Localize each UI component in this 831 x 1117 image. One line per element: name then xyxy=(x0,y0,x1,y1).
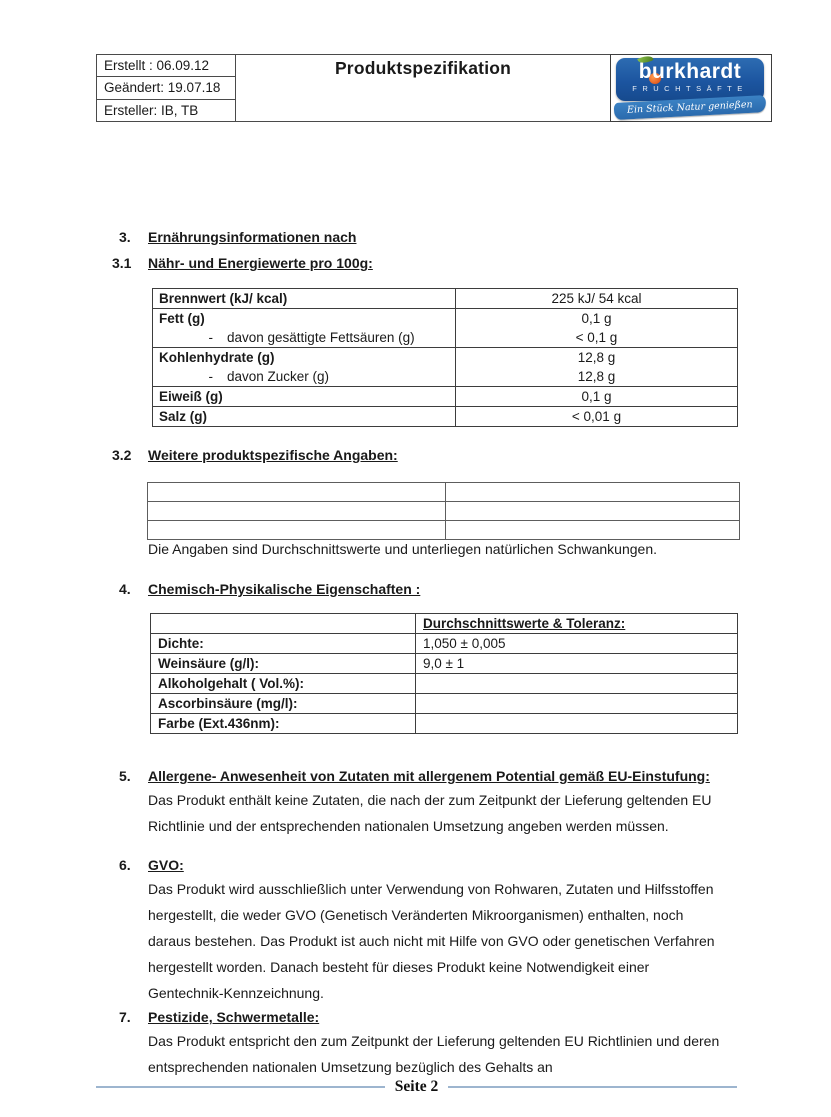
chem-header-empty xyxy=(151,614,416,634)
table-row xyxy=(148,483,740,502)
section-title: Allergene- Anwesenheit von Zutaten mit allergenem Potential gemäß EU-Einstufung: xyxy=(148,768,710,784)
nutrition-value: 12,8 g xyxy=(456,367,738,387)
chem-label: Ascorbinsäure (mg/l): xyxy=(151,694,416,714)
page-header xyxy=(96,54,772,122)
body-line: Das Produkt enthält keine Zutaten, die nach der zum Zeitpunkt der Lieferung geltenden EU xyxy=(148,792,712,808)
section-7-body xyxy=(148,1028,768,1080)
page-footer xyxy=(96,1078,737,1096)
footer-rule-right xyxy=(448,1086,737,1088)
empty-cell xyxy=(446,521,740,540)
nutrition-label: Brennwert (kJ/ kcal) xyxy=(153,289,456,309)
section-3-heading xyxy=(0,229,831,251)
table-row xyxy=(148,521,740,540)
section-number: 3.2 xyxy=(112,447,132,463)
additional-specs-table xyxy=(147,482,740,540)
section-6-body xyxy=(148,876,768,1006)
body-line: hergestellt, die weder GVO (Genetisch Veränderten Mikroorganismen) enthalten, noch xyxy=(148,907,684,923)
chemical-properties-table xyxy=(150,613,738,734)
table-row xyxy=(151,654,738,674)
body-line: daraus bestehen. Das Produkt ist auch nicht mit Hilfe von GVO oder genetischen Verfahren xyxy=(148,933,715,949)
chem-value xyxy=(416,714,738,734)
section-title: GVO: xyxy=(148,857,184,873)
section-3-2-heading xyxy=(0,447,831,469)
section-number: 3.1 xyxy=(112,255,132,271)
nutrition-value: < 0,01 g xyxy=(456,407,738,427)
table-row xyxy=(151,614,738,634)
section-number: 4. xyxy=(119,581,131,597)
table-row xyxy=(153,309,738,329)
body-line: Das Produkt entspricht den zum Zeitpunkt der Lieferung geltenden EU Richtlinien und deren xyxy=(148,1033,720,1049)
section-number: 5. xyxy=(119,768,131,784)
nutrition-label: Kohlenhydrate (g) xyxy=(153,348,456,368)
page-number: Seite 2 xyxy=(394,1078,439,1095)
nutrition-sublabel: - davon Zucker (g) xyxy=(153,367,456,387)
section-number: 6. xyxy=(119,857,131,873)
section-title: Weitere produktspezifische Angaben: xyxy=(148,447,398,463)
section-3-1-heading xyxy=(0,255,831,277)
page-title: Produktspezifikation xyxy=(334,58,512,78)
dash-bullet: - xyxy=(208,330,213,345)
body-line: entsprechenden nationalen Umsetzung bezüglich des Gehalts an xyxy=(148,1059,553,1075)
table-row xyxy=(151,714,738,734)
chem-label: Alkoholgehalt ( Vol.%): xyxy=(151,674,416,694)
body-line: Gentechnik-Kennzeichnung. xyxy=(148,985,324,1001)
nutrition-value: 225 kJ/ 54 kcal xyxy=(456,289,738,309)
table-row xyxy=(153,407,738,427)
section-4-heading xyxy=(0,581,831,603)
logo-brand-text: burkhardt xyxy=(638,60,742,83)
created-label: Erstellt : 06.09.12 xyxy=(104,58,210,74)
nutrition-value: 0,1 g xyxy=(456,387,738,407)
table-row xyxy=(153,289,738,309)
section-number: 7. xyxy=(119,1009,131,1025)
table-row xyxy=(148,502,740,521)
chem-value xyxy=(416,694,738,714)
empty-cell xyxy=(148,521,446,540)
chem-value: 9,0 ± 1 xyxy=(416,654,738,674)
chem-header-label: Durchschnittswerte & Toleranz: xyxy=(416,614,738,634)
modified-label: Geändert: 19.07.18 xyxy=(104,80,221,96)
dash-bullet: - xyxy=(208,369,213,384)
table-row xyxy=(153,367,738,387)
meta-row-modified xyxy=(96,76,236,98)
empty-cell xyxy=(446,502,740,521)
nutrition-table xyxy=(152,288,738,427)
chem-label: Weinsäure (g/l): xyxy=(151,654,416,674)
logo-tagline: Ein Stück Natur genießen xyxy=(626,99,754,116)
section-5-body xyxy=(148,787,768,839)
section-title: Nähr- und Energiewerte pro 100g: xyxy=(148,255,373,271)
chem-value xyxy=(416,674,738,694)
chem-label: Dichte: xyxy=(151,634,416,654)
title-cell xyxy=(236,54,610,122)
table-row xyxy=(151,694,738,714)
table-row xyxy=(151,634,738,654)
table-row xyxy=(153,387,738,407)
nutrition-label: Salz (g) xyxy=(153,407,456,427)
table-row xyxy=(153,328,738,348)
revision-info-table xyxy=(96,54,236,122)
chem-label: Farbe (Ext.436nm): xyxy=(151,714,416,734)
averages-note: Die Angaben sind Durchschnittswerte und unterliegen natürlichen Schwankungen. xyxy=(148,541,657,557)
logo-cell xyxy=(610,54,772,122)
section-title: Chemisch-Physikalische Eigenschaften : xyxy=(148,581,421,597)
meta-row-author xyxy=(96,99,236,122)
burkhardt-logo xyxy=(616,58,764,101)
empty-cell xyxy=(148,483,446,502)
chem-value: 1,050 ± 0,005 xyxy=(416,634,738,654)
section-number: 3. xyxy=(119,229,131,245)
nutrition-value: 12,8 g xyxy=(456,348,738,368)
nutrition-value: 0,1 g xyxy=(456,309,738,329)
body-line: Das Produkt wird ausschließlich unter Verwendung von Rohwaren, Zutaten und Hilfsstoffen xyxy=(148,881,714,897)
nutrition-label: Eiweiß (g) xyxy=(153,387,456,407)
body-line: hergestellt worden. Danach besteht für dieses Produkt keine Notwendigkeit einer xyxy=(148,959,650,975)
nutrition-value: < 0,1 g xyxy=(456,328,738,348)
nutrition-sublabel: - davon gesättigte Fettsäuren (g) xyxy=(153,328,456,348)
meta-row-created xyxy=(96,54,236,76)
section-title: Ernährungsinformationen nach xyxy=(148,229,357,245)
footer-rule-left xyxy=(96,1086,385,1088)
empty-cell xyxy=(446,483,740,502)
empty-cell xyxy=(148,502,446,521)
body-line: Richtlinie und der entsprechenden nationalen Umsetzung angeben werden müssen. xyxy=(148,818,669,834)
table-row xyxy=(153,348,738,368)
table-row xyxy=(151,674,738,694)
author-label: Ersteller: IB, TB xyxy=(104,102,199,118)
logo-subtitle-text: FRUCHTSÄFTE xyxy=(632,84,748,93)
section-title: Pestizide, Schwermetalle: xyxy=(148,1009,320,1025)
nutrition-label: Fett (g) xyxy=(153,309,456,329)
